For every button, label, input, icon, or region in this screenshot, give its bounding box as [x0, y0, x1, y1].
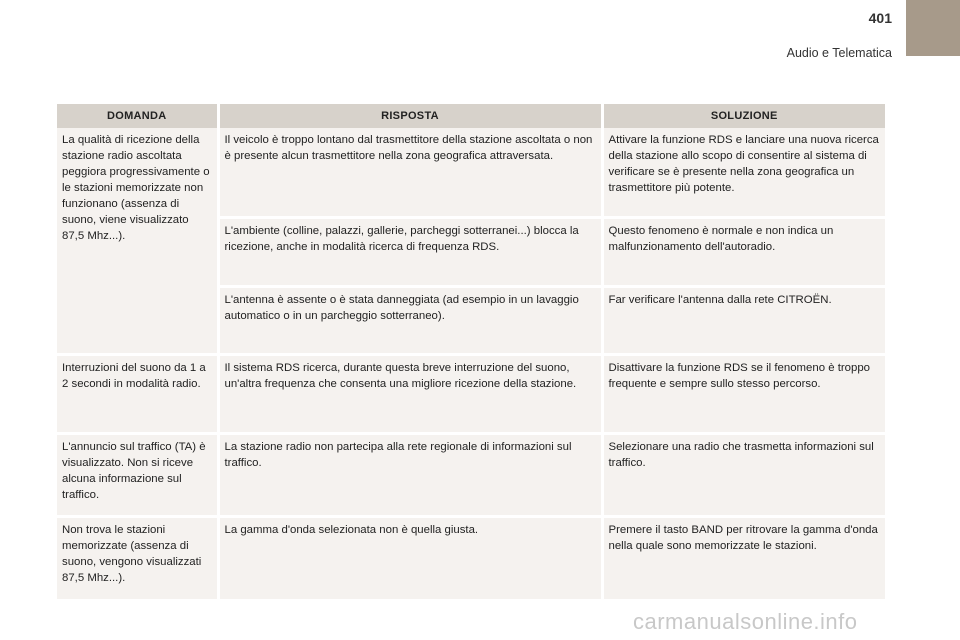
soluzione-cell: Selezionare una radio che trasmetta informazioni sul traffico. — [602, 433, 885, 516]
risposta-cell: L'ambiente (colline, palazzi, gallerie, parcheggi sotterranei...) blocca la ricezione, anche in modalità ricerca di frequenza RDS. — [218, 217, 602, 286]
header-domanda: DOMANDA — [57, 104, 218, 128]
table-row — [57, 128, 885, 217]
soluzione-cell: Disattivare la funzione RDS se il fenomeno è troppo frequente e sempre sullo stesso percorso. — [602, 354, 885, 433]
domanda-cell: L'annuncio sul traffico (TA) è visualizzato. Non si riceve alcuna informazione sul traffico. — [57, 433, 218, 516]
risposta-cell: La gamma d'onda selezionata non è quella giusta. — [218, 516, 602, 599]
header-risposta: RISPOSTA — [218, 104, 602, 128]
domanda-cell: Interruzioni del suono da 1 a 2 secondi in modalità radio. — [57, 354, 218, 433]
page-number: 401 — [868, 10, 892, 26]
footer-watermark: carmanualsonline.info — [633, 609, 858, 634]
table-header-row — [57, 104, 885, 128]
domanda-cell: Non trova le stazioni memorizzate (assenza di suono, vengono visualizzati 87,5 Mhz...). — [57, 516, 218, 599]
risposta-cell: Il sistema RDS ricerca, durante questa breve interruzione del suono, un'altra frequenza che consenta una migliore ricezione della stazione. — [218, 354, 602, 433]
troubleshooting-table — [57, 104, 885, 599]
table-row — [57, 516, 885, 599]
soluzione-cell: Premere il tasto BAND per ritrovare la gamma d'onda nella quale sono memorizzate le stazioni. — [602, 516, 885, 599]
domanda-cell: La qualità di ricezione della stazione radio ascoltata peggiora progressivamente o le stazioni memorizzate non funzionano (assenza di suono, viene visualizzato 87,5 Mhz...). — [57, 128, 218, 354]
table-row — [57, 354, 885, 433]
soluzione-cell: Questo fenomeno è normale e non indica un malfunzionamento dell'autoradio. — [602, 217, 885, 286]
risposta-cell: L'antenna è assente o è stata danneggiata (ad esempio in un lavaggio automatico o in un parcheggio sotterraneo). — [218, 286, 602, 354]
soluzione-cell: Far verificare l'antenna dalla rete CITROËN. — [602, 286, 885, 354]
soluzione-cell: Attivare la funzione RDS e lanciare una nuova ricerca della stazione allo scopo di consentire al sistema di verificare se è presente nella zona geografica un trasmettitore più potente. — [602, 128, 885, 217]
risposta-cell: Il veicolo è troppo lontano dal trasmettitore della stazione ascoltata o non è presente alcun trasmettitore nella zona geografica attraversata. — [218, 128, 602, 217]
table-row — [57, 433, 885, 516]
chapter-tab — [906, 0, 960, 56]
section-title: Audio e Telematica — [786, 46, 892, 60]
header-soluzione: SOLUZIONE — [602, 104, 885, 128]
risposta-cell: La stazione radio non partecipa alla rete regionale di informazioni sul traffico. — [218, 433, 602, 516]
